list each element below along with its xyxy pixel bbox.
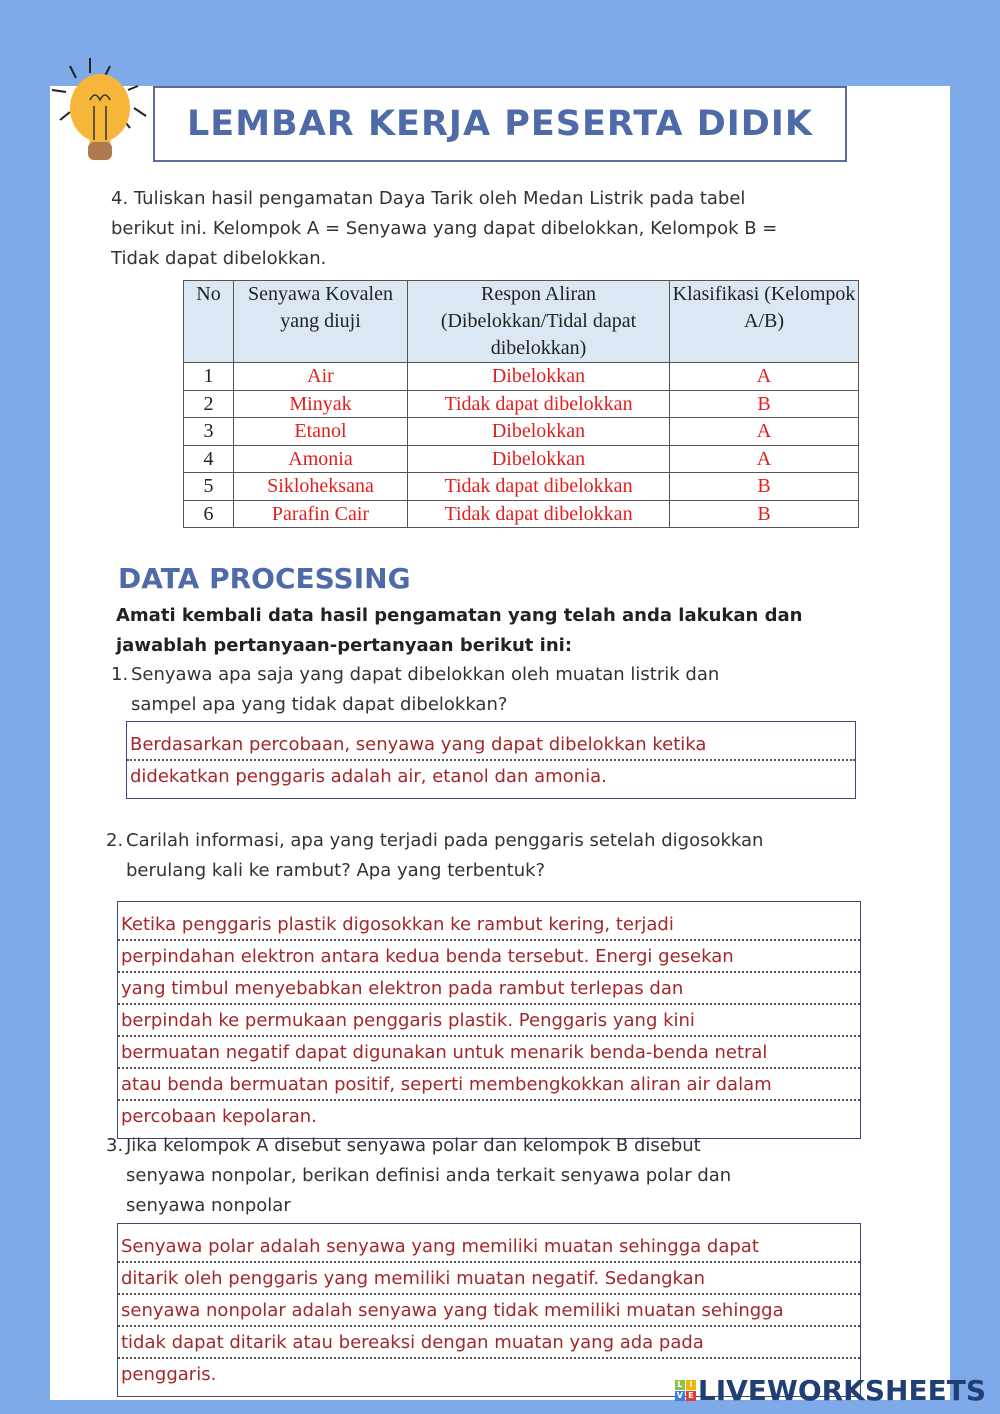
cell-classification: B [670, 390, 859, 418]
question-1 [111, 660, 719, 720]
section-intro: jawablah pertanyaan-pertanyaan berikut ini: [116, 635, 573, 656]
header-compound: Senyawa Kovalen yang diuji [234, 281, 408, 363]
cell-compound: Amonia [234, 445, 408, 473]
answer-box-1[interactable] [126, 721, 856, 799]
cell-response: Dibelokkan [408, 445, 670, 473]
answer-line: yang timbul menyebabkan elektron pada rambut terlepas dan [118, 974, 860, 1005]
table-row [184, 390, 859, 418]
question-3 [106, 1131, 731, 1221]
question-text: sampel apa yang tidak dapat dibelokkan? [131, 694, 508, 715]
cell-response: Tidak dapat dibelokkan [408, 473, 670, 501]
cell-compound: Parafin Cair [234, 500, 408, 528]
answer-line: senyawa nonpolar adalah senyawa yang tidak memiliki muatan sehingga [118, 1296, 860, 1327]
answer-line: percobaan kepolaran. [121, 1106, 317, 1127]
lightbulb-icon [50, 48, 150, 163]
table-row [184, 418, 859, 446]
page-title: LEMBAR KERJA PESERTA DIDIK [153, 86, 847, 162]
question-2 [106, 826, 763, 886]
cell-classification: A [670, 445, 859, 473]
table-row [184, 473, 859, 501]
cell-compound: Etanol [234, 418, 408, 446]
answer-line: Ketika penggaris plastik digosokkan ke rambut kering, terjadi [118, 910, 860, 941]
brand-name: LIVEWORKSHEETS [697, 1374, 986, 1407]
answer-line: tidak dapat ditarik atau bereaksi dengan muatan yang ada pada [118, 1328, 860, 1359]
question-text: Senyawa apa saja yang dapat dibelokkan oleh muatan listrik dan [131, 664, 720, 685]
cell-classification: A [670, 418, 859, 446]
section-intro: Amati kembali data hasil pengamatan yang telah anda lakukan dan [116, 605, 803, 626]
answer-line: perpindahan elektron antara kedua benda tersebut. Energi gesekan [118, 942, 860, 973]
instruction-line: 4. Tuliskan hasil pengamatan Daya Tarik oleh Medan Listrik pada tabel [111, 188, 746, 209]
cell-no: 2 [184, 390, 234, 418]
cell-no: 4 [184, 445, 234, 473]
cell-response: Tidak dapat dibelokkan [408, 500, 670, 528]
cell-response: Tidak dapat dibelokkan [408, 390, 670, 418]
table-row [184, 500, 859, 528]
table-row [184, 363, 859, 391]
cell-no: 6 [184, 500, 234, 528]
liveworksheets-logo [675, 1374, 986, 1407]
answer-line: ditarik oleh penggaris yang memiliki muatan negatif. Sedangkan [118, 1264, 860, 1295]
cell-compound: Sikloheksana [234, 473, 408, 501]
cell-no: 3 [184, 418, 234, 446]
answer-line: Senyawa polar adalah senyawa yang memiliki muatan sehingga dapat [118, 1232, 860, 1263]
cell-classification: A [670, 363, 859, 391]
question-text: senyawa nonpolar [126, 1195, 291, 1216]
instruction-line: berikut ini. Kelompok A = Senyawa yang dapat dibelokkan, Kelompok B = [111, 218, 778, 239]
cell-compound: Air [234, 363, 408, 391]
cell-response: Dibelokkan [408, 418, 670, 446]
answer-line: didekatkan penggaris adalah air, etanol dan amonia. [130, 766, 607, 787]
answer-line: bermuatan negatif dapat digunakan untuk menarik benda-benda netral [118, 1038, 860, 1069]
question-text: Jika kelompok A disebut senyawa polar dan kelompok B disebut [126, 1135, 701, 1156]
question-number: 2. [106, 830, 124, 851]
question-number: 1. [111, 664, 129, 685]
question-text: Carilah informasi, apa yang terjadi pada penggaris setelah digosokkan [126, 830, 764, 851]
live-badge-icon: L I V E [675, 1380, 696, 1401]
cell-no: 1 [184, 363, 234, 391]
answer-box-2[interactable] [117, 901, 861, 1139]
question-text: berulang kali ke rambut? Apa yang terbentuk? [126, 860, 546, 881]
cell-response: Dibelokkan [408, 363, 670, 391]
answer-line: atau benda bermuatan positif, seperti membengkokkan aliran air dalam [118, 1070, 860, 1101]
section-heading: DATA PROCESSING [118, 562, 411, 595]
cell-compound: Minyak [234, 390, 408, 418]
answer-line: berpindah ke permukaan penggaris plastik. Penggaris yang kini [118, 1006, 860, 1037]
cell-no: 5 [184, 473, 234, 501]
question-number: 3. [106, 1135, 124, 1156]
observation-table [183, 280, 859, 528]
cell-classification: B [670, 500, 859, 528]
header-no: No [184, 281, 234, 363]
answer-line: Berdasarkan percobaan, senyawa yang dapat dibelokkan ketika [127, 730, 855, 761]
answer-box-3[interactable] [117, 1223, 861, 1397]
answer-line: penggaris. [121, 1364, 217, 1385]
table-row [184, 445, 859, 473]
header-response: Respon Aliran (Dibelokkan/Tidal dapat dibelokkan) [408, 281, 670, 363]
cell-classification: B [670, 473, 859, 501]
instruction-line: Tidak dapat dibelokkan. [111, 248, 327, 269]
question-text: senyawa nonpolar, berikan definisi anda terkait senyawa polar dan [126, 1165, 732, 1186]
header-classification: Klasifikasi (Kelompok A/B) [670, 281, 859, 363]
